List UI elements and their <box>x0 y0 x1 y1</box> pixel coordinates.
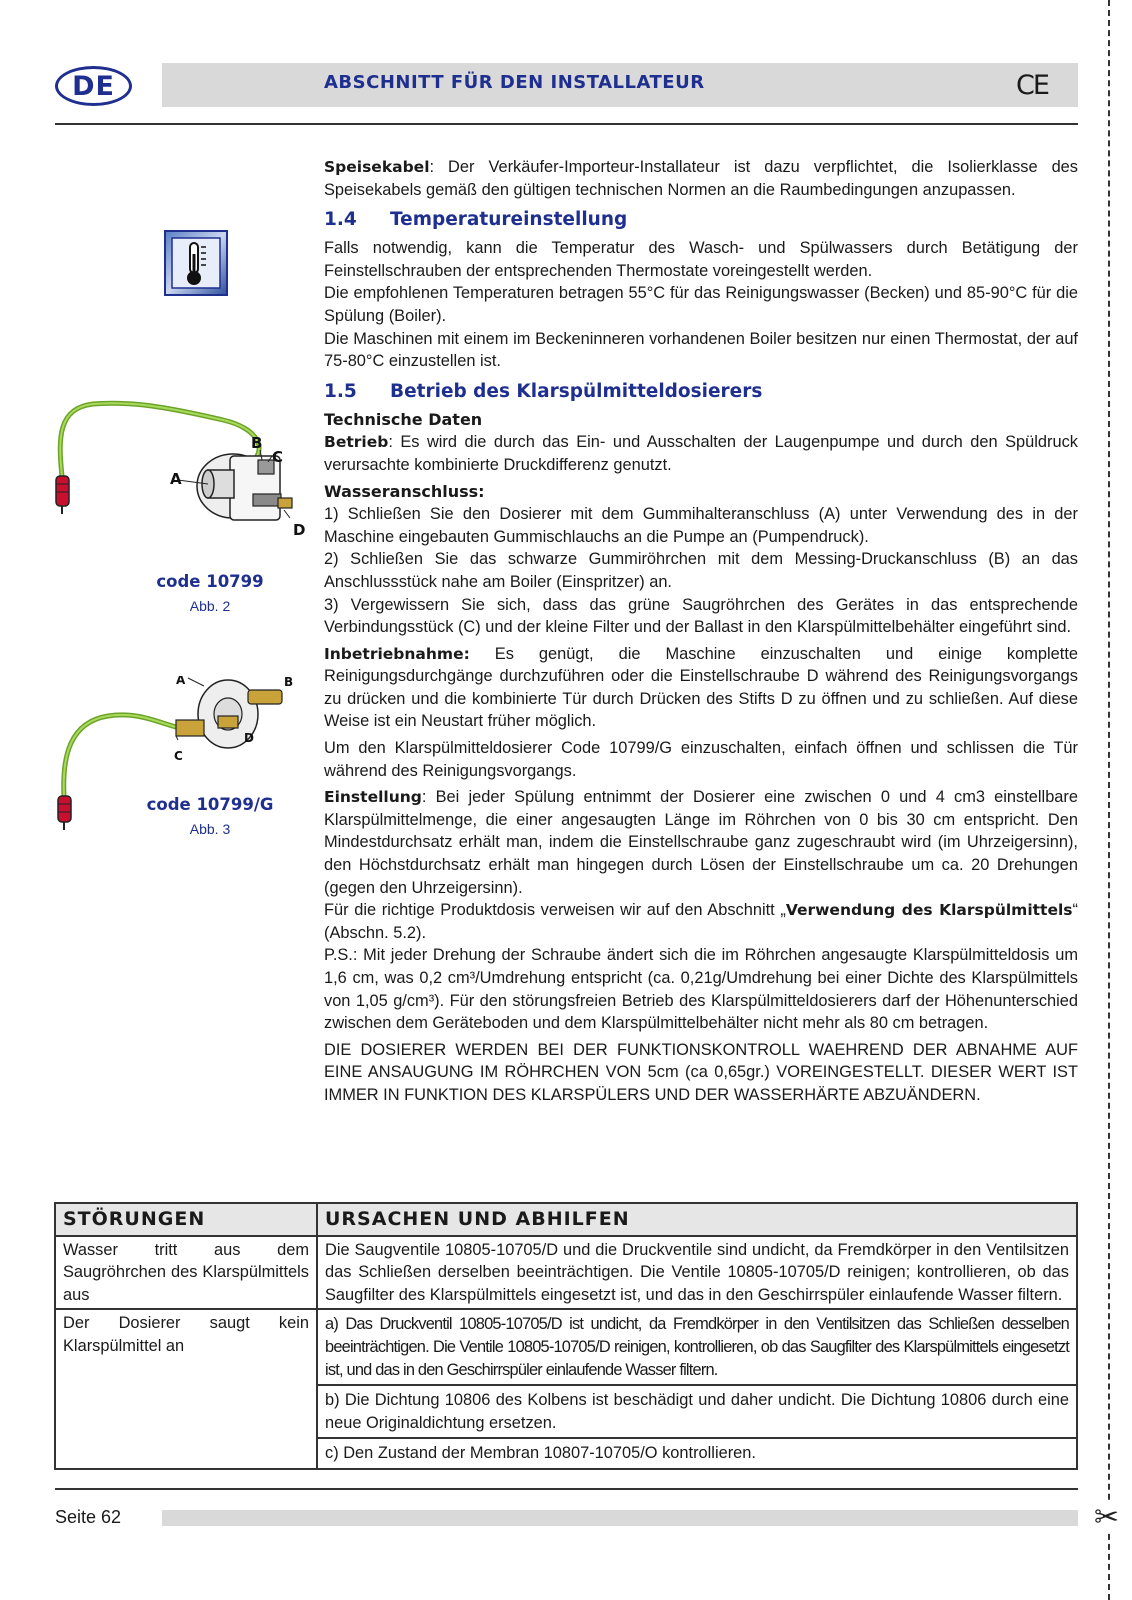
remedy-item <box>318 1385 1076 1438</box>
remedy-cell <box>317 1309 1077 1469</box>
speisekabel-label: Speisekabel <box>324 158 430 176</box>
fault-cell <box>55 1236 317 1310</box>
fig2-label-a: A <box>170 470 182 488</box>
remedy-text: Die Saugventile 10805-10705/D und die Druckventile sind undicht, da Fremdkörper in den Ventilsitzen das Schließen derselben beeinträchtigen. Die Ventile 10805-10705/D reinigen; kontrollieren, ob das Saugfilter des Klarspülmittels eingesetzt ist, und das in den Geschirrspüler einlaufende Wasser filtern. <box>325 1240 1069 1304</box>
dosis-text-post: “ (Abschn. 5.2). <box>324 901 1078 942</box>
einstellung-paragraph <box>324 786 1078 899</box>
technische-daten-heading: Technische Daten <box>324 409 483 429</box>
remedy-text: c) Den Zustand der Membran 10807-10705/O kontrollieren. <box>325 1444 756 1463</box>
sec14-p2: Die empfohlenen Temperaturen betragen 55°C für das Reinigungswasser (Becken) und 85-90°C für die Spülung (Boiler). <box>324 284 1078 325</box>
fig2-label-d: D <box>293 521 306 539</box>
dosis-reference: Verwendung des Klarspülmittels <box>785 901 1073 920</box>
einstellung-text: : Bei jeder Spülung entnimmt der Dosierer eine zwischen 0 und 4 cm3 einstellbare Klarspülmittelmenge, die einer angesaugten Länge im Röhrchen von 0 bis 30 cm entspricht. Den Mindestdurchsatz erhält man, indem die Einstellschraube ganz zugeschraubt wird (im Uhrzeigersinn), den Höchstdurchsatz erhält man hingegen durch Lösen der Einstellschraube um ca. 20 Drehungen (gegen den Uhrzeigersinn). <box>324 788 1078 897</box>
section-1-5-number: 1.5 <box>324 380 357 402</box>
remedy-list <box>318 1310 1076 1468</box>
sec14-p1: Falls notwendig, kann die Temperatur des Wasch- und Spülwassers durch Betätigung der Feinstellschrauben der entsprechenden Thermostate voreingestellt werden. <box>324 239 1078 280</box>
dosing-pump-figure-2 <box>48 398 318 548</box>
fig3-caption: Abb. 3 <box>189 821 231 837</box>
inbetriebnahme-paragraph <box>324 643 1078 733</box>
troubleshooting-table <box>54 1202 1078 1470</box>
cut-line <box>1108 0 1110 1600</box>
section-1-5-heading <box>324 379 1078 405</box>
einstellung-label: Einstellung <box>324 788 422 807</box>
section-1-4-number: 1.4 <box>324 209 357 231</box>
remedy-text: b) Die Dichtung 10806 des Kolbens ist beschädigt und daher undicht. Die Dichtung 10806 durch eine neue Originaldichtung ersetzen. <box>325 1391 1069 1432</box>
remedy-item <box>318 1310 1076 1385</box>
wasseranschluss-heading: Wasseranschluss: <box>324 481 485 501</box>
scissors-icon: ✂ <box>1094 1501 1120 1534</box>
fig2-label-b: B <box>251 434 263 452</box>
speisekabel-text: : Der Verkäufer-Importeur-Installateur ist dazu verpflichtet, die Isolierklasse des Speisekabels gemäß den gültigen technischen Normen an die Raumbedingungen anzupassen. <box>324 158 1078 199</box>
fault-text: Wasser tritt aus dem Saugröhrchen des Klarspülmittels aus <box>63 1240 309 1304</box>
dosis-paragraph <box>324 899 1078 944</box>
fig3-label-a: A <box>176 676 186 687</box>
page-number: Seite 62 <box>55 1507 122 1527</box>
section-1-4-heading <box>324 207 1078 233</box>
col-header-remedies: URSACHEN UND ABHILFEN <box>317 1203 1077 1236</box>
footer-bar <box>162 1510 1078 1526</box>
betrieb-paragraph <box>324 431 1078 476</box>
section-title: ABSCHNITT FÜR DEN INSTALLATEUR <box>324 72 705 93</box>
fig2-caption: Abb. 2 <box>189 598 231 614</box>
fig3-code: code 10799/G <box>146 795 274 814</box>
fig3-label-d: D <box>244 731 254 745</box>
col-header-faults: STÖRUNGEN <box>55 1203 317 1236</box>
code-10799g-paragraph: Um den Klarspülmitteldosierer Code 10799/G einzuschalten, einfach öffnen und schlissen die Tür während des Reinigungsvorgangs. <box>324 739 1078 780</box>
footer-divider <box>55 1488 1078 1490</box>
wasser-step-2: 2) Schließen Sie das schwarze Gummiröhrchen mit dem Messing-Druckanschluss (B) an das Anschlussstück nahe am Boiler (Einspritzer) an. <box>324 550 1078 591</box>
fig3-label-c: C <box>174 749 183 763</box>
ce-mark-logo: CE <box>1016 70 1048 101</box>
wasser-step-1: 1) Schließen Sie den Dosierer mit dem Gummihalteranschluss (A) unter Verwendung des in der Maschine eingebauten Gummischlauchs an die Pumpe an (Pumpendruck). <box>324 505 1078 546</box>
speisekabel-paragraph <box>324 156 1078 201</box>
betrieb-text: : Es wird die durch das Ein- und Ausschalten der Laugenpumpe und durch den Spüldruck verursachte kombinierte Druckdifferenz genutzt. <box>324 433 1078 474</box>
language-badge: DE <box>55 66 132 106</box>
remedy-item <box>318 1438 1076 1468</box>
ps-paragraph: P.S.: Mit jeder Drehung der Schraube ändert sich die im Röhrchen angesaugte Klarspülmitteldosis um 1,6 cm, was 0,2 cm³/Umdrehung entspricht (ca. 0,21g/Umdrehung bei einer Dichte des Klarspülmittels von 1,05 g/cm³). Für den störungsfreien Betrieb des Klarspülmitteldosierers darf der Höhenunterschied zwischen dem Geräteboden und dem Klarspülmittelbehälter nicht mehr als 80 cm betragen. <box>324 946 1078 1033</box>
table-row <box>55 1236 1077 1310</box>
header-divider <box>55 123 1078 125</box>
remedy-cell <box>317 1236 1077 1310</box>
main-text <box>324 156 1078 1107</box>
betrieb-label: Betrieb <box>324 433 389 452</box>
section-1-5-title: Betrieb des Klarspülmitteldosierers <box>390 380 763 402</box>
remedy-text: a) Das Druckventil 10805-10705/D ist undicht, da Fremdkörper in den Ventilsitzen das Schließen desselben beeinträchtigen. Die Ventile 10805-10705/D reinigen, kontrollieren, ob das Saugfilter des Klarspülmittels eingesetzt ist, und das in den Geschirrspüler einlaufende Wasser filtern. <box>325 1315 1069 1379</box>
fig3-label-b: B <box>284 676 294 689</box>
section-1-4-title: Temperatureinstellung <box>390 209 628 231</box>
caps-notice: DIE DOSIERER WERDEN BEI DER FUNKTIONSKONTROLL WAEHREND DER ABNAHME AUF EINE ANSAUGUNG IM RÖHRCHEN VON 5cm (ca 0,65gr.) VOREINGESTELLT. DIESER WERT IST IMMER IN FUNKTION DES KLARSPÜLERS UND DER WASSERHÄRTE ABZUÄNDERN. <box>324 1040 1078 1104</box>
dosis-text-pre: Für die richtige Produktdosis verweisen wir auf den Abschnitt „ <box>324 901 786 920</box>
fig2-label-c: C <box>272 448 284 466</box>
wasser-step-3: 3) Vergewissern Sie sich, dass das grüne Saugröhrchen des Gerätes in das entsprechende Verbindungsstück (C) und der kleine Filter und der Ballast in den Klarspülmittelbehälter eingeführt sind. <box>324 595 1078 637</box>
table-header-row <box>55 1203 1077 1236</box>
fault-text: Der Dosierer saugt kein Klarspülmittel an <box>63 1314 309 1355</box>
thermometer-icon <box>164 230 228 296</box>
table-row <box>55 1309 1077 1469</box>
inbetriebnahme-text: Es genügt, die Maschine einzuschalten und einige komplette Reinigungsdurchgänge durchzuführen oder die Einstellschraube D während des Reinigungsvorgangs zu drücken und die kombinierte Tür durch Drücken des Stifts D zu öffnen und zu schließen. Auf diese Weise ist ein Neustart früher möglich. <box>324 644 1078 731</box>
fig2-code: code 10799 <box>156 572 264 591</box>
sec14-p3: Die Maschinen mit einem im Beckeninneren vorhandenen Boiler besitzen nur einen Thermostat, der auf 75-80°C einzustellen ist. <box>324 329 1078 371</box>
inbetriebnahme-label: Inbetriebnahme: <box>324 644 470 663</box>
fault-cell <box>55 1309 317 1469</box>
